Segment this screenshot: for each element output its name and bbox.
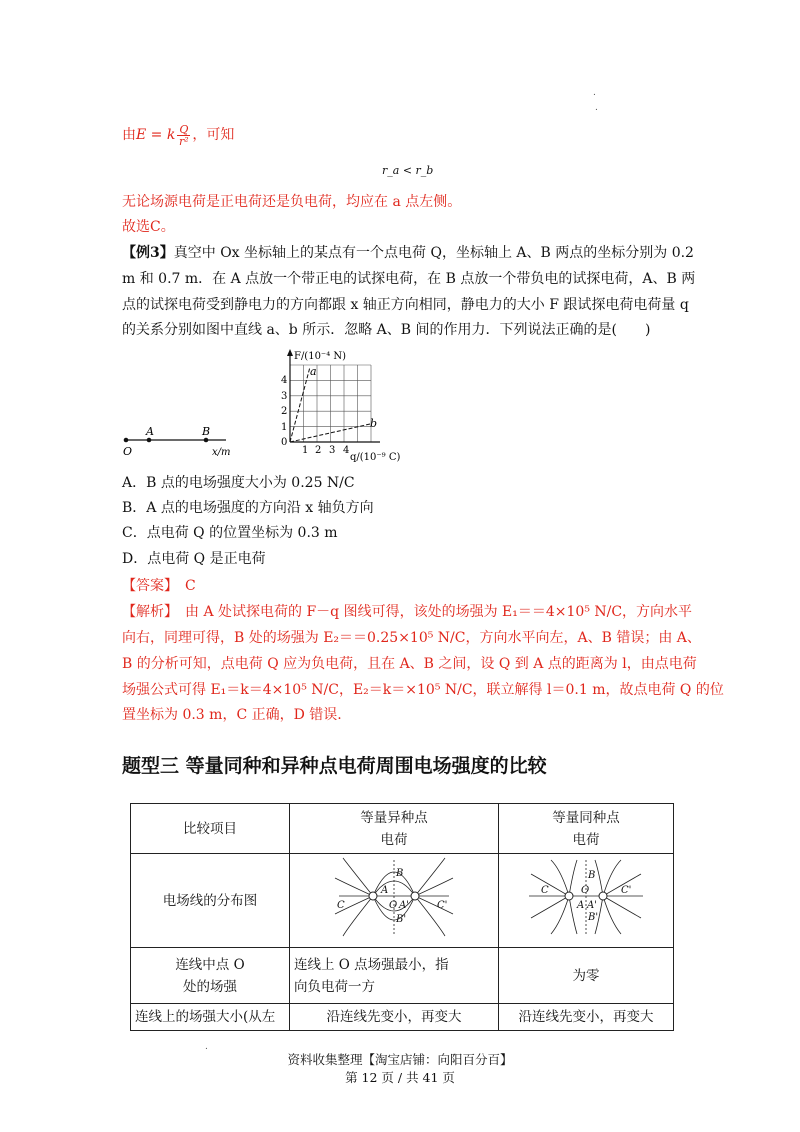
label-c: C [337, 900, 345, 911]
comparison-table [130, 803, 674, 1031]
label-b-prime: B' [396, 914, 407, 925]
analysis-line-5: 置坐标为 0.3 m，C 正确，D 错误. [122, 707, 342, 723]
analysis-line-3: B 的分析可知，点电荷 Q 应为负电荷，且在 A、B 之间，设 Q 到 A 点的距离为 l，由点电荷 [122, 656, 697, 672]
x-tick-3: 3 [329, 445, 336, 456]
origin-dot [124, 438, 129, 443]
diagram-same-cell [499, 854, 674, 948]
y-tick-1: 1 [281, 422, 288, 433]
x-tick-1: 1 [302, 445, 309, 456]
answer-label: 【答案】 [122, 578, 171, 594]
graph-origin: 0 [281, 437, 288, 448]
formula-fraction [177, 124, 190, 147]
stray-mark: . [595, 103, 598, 113]
same-charges-diagram [521, 856, 651, 938]
choose-line: 故选C。 [122, 219, 175, 235]
row-same [499, 948, 674, 1004]
analysis-label: 【解析】 [122, 604, 171, 620]
x-tick-2: 2 [315, 445, 322, 456]
section-title: 题型三 等量同种和异种点电荷周围电场强度的比较 [122, 755, 547, 777]
option-d: D．点电荷 Q 是正电荷 [122, 551, 266, 567]
label-b-prime: B' [588, 912, 599, 923]
cell-text: 连线上的场强大小(从左 [135, 1009, 276, 1025]
formula-E: E [136, 127, 147, 143]
x-tick-4: 4 [343, 445, 350, 456]
example-label: 【例3】 [122, 245, 174, 261]
footer-page-number: 第 12 页 / 共 41 页 [345, 1070, 455, 1085]
y-tick-3: 3 [281, 391, 288, 402]
graph-xlabel: q/(10⁻⁹ C) [350, 452, 401, 463]
analysis-line-4: 场强公式可得 E₁＝k＝4×10⁵ N/C，E₂＝k＝×10⁵ N/C，联立解得 l＝0.1 m，故点电荷 Q 的位 [122, 682, 724, 698]
example-line-3: 点的试探电荷受到静电力的方向都跟 x 轴正方向相同，静电力的大小 F 跟试探电荷电荷量 q [122, 297, 689, 313]
line-a-label: a [310, 365, 317, 378]
conclusion-line: 无论场源电荷是正电荷还是负电荷，均应在 a 点左侧。 [122, 194, 462, 210]
header-same [499, 804, 674, 854]
label-x-axis: x/m [212, 447, 231, 458]
header-opposite [290, 804, 499, 854]
row-opposite [290, 948, 499, 1004]
analysis-text: 由 A 处试探电荷的 F－q 图线可得，该处的场强为 E₁＝＝4×10⁵ N/C，方向水平 [185, 604, 693, 620]
graph-grid [290, 365, 371, 442]
example-line-4: 的关系分别如图中直线 a、b 所示．忽略 A、B 间的作用力．下列说法正确的是( ) [122, 322, 651, 338]
cell-text: 沿连线先变小，再变大 [326, 1009, 462, 1025]
formula-numerator: Q [179, 122, 189, 136]
label-o: O [123, 445, 133, 458]
diagram-opposite-cell [290, 854, 499, 948]
label-c-prime: C' [621, 885, 632, 896]
answer-line [122, 576, 196, 596]
label-c: C [541, 885, 549, 896]
cell-text: 连线上 O 点场强最小，指 向负电荷一方 [294, 956, 449, 995]
formula-eq: = [146, 127, 167, 143]
header-text: 等量同种点 电荷 [552, 809, 620, 848]
label-o: O [389, 900, 398, 911]
label-o: O [581, 885, 590, 896]
label-a: A [146, 425, 154, 438]
label-a-prime: A' [399, 900, 409, 911]
label-a: A [381, 885, 389, 896]
label-a: A [577, 900, 585, 911]
answer-value: C [185, 578, 196, 594]
y-tick-2: 2 [281, 406, 288, 417]
cell-text: 为零 [572, 967, 600, 984]
header-item [131, 804, 290, 854]
row-same [499, 1004, 674, 1031]
row-item [131, 948, 290, 1004]
header-text: 比较项目 [183, 820, 237, 837]
example-text: 真空中 Ox 坐标轴上的某点有一个点电荷 Q，坐标轴上 A、B 两点的坐标分别为 0.2 [173, 245, 694, 261]
cell-text: 连线中点 O 处的场强 [175, 956, 245, 995]
line-b-label: b [370, 417, 378, 430]
point-b-dot [204, 438, 209, 443]
row-opposite [290, 1004, 499, 1031]
analysis-line-2: 向右，同理可得，B 处的场强为 E₂＝＝0.25×10⁵ N/C，方向水平向左，A、B 错误；由 A、 [122, 630, 701, 646]
label-b: B [396, 868, 404, 879]
line-a [290, 367, 310, 442]
point-a-dot [147, 438, 152, 443]
row-item [131, 1004, 290, 1031]
row-item [131, 854, 290, 948]
label-a-prime: A' [587, 900, 597, 911]
table-row [131, 948, 674, 1004]
table-row [131, 1004, 674, 1031]
option-c: C．点电荷 Q 的位置坐标为 0.3 m [122, 525, 338, 541]
stray-mark: . [205, 1042, 208, 1052]
footer-line-1: 资料收集整理【淘宝店铺：向阳百分百】 [287, 1052, 513, 1067]
option-a: A．B 点的电场强度大小为 0.25 N/C [122, 475, 355, 491]
formula-k: k [166, 127, 176, 143]
stray-mark: . [593, 88, 596, 98]
graph-y-arrow [287, 349, 293, 356]
inequality: r_a < r_b [382, 164, 434, 177]
option-b: B．A 点的电场强度的方向沿 x 轴负方向 [122, 500, 374, 516]
cell-text: 电场线的分布图 [162, 892, 258, 909]
fq-graph [281, 349, 401, 463]
formula-suffix: ，可知 [192, 127, 235, 143]
label-b: B [202, 425, 211, 438]
table-row [131, 854, 674, 948]
y-tick-4: 4 [281, 375, 288, 386]
formula-denominator: r² [179, 134, 189, 148]
example-line-1 [122, 243, 694, 263]
example-figure [118, 345, 418, 465]
label-b: B [588, 870, 596, 881]
formula-prefix: 由 [122, 127, 136, 143]
table-header-row [131, 804, 674, 854]
label-c-prime: C' [437, 900, 448, 911]
formula-intro [122, 120, 234, 150]
example-line-2: m 和 0.7 m．在 A 点放一个带正电的试探电荷，在 B 点放一个带负电的试探电荷，A、B 两 [122, 271, 696, 287]
graph-ylabel: F/(10⁻⁴ N) [294, 351, 347, 362]
header-text: 等量异种点 电荷 [360, 809, 428, 848]
opposite-charges-diagram [329, 856, 459, 938]
cell-text: 沿连线先变小，再变大 [518, 1009, 654, 1025]
analysis-line-1 [122, 602, 692, 622]
